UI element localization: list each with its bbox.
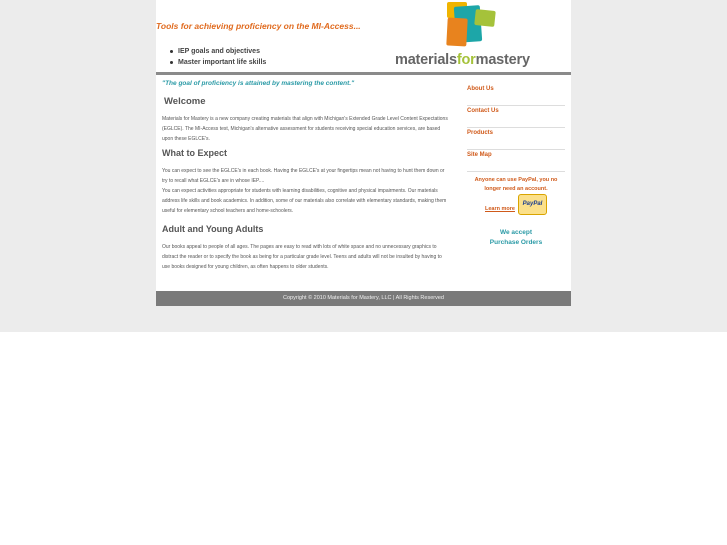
logo-wordmark	[395, 52, 530, 68]
purchase-orders-note	[467, 228, 565, 248]
header-divider	[156, 72, 571, 75]
paypal-icon[interactable]: PayPal	[518, 194, 547, 215]
nav-products[interactable]	[467, 128, 565, 150]
welcome-paragraph: Materials for Mastery is a new company creating materials that align with Michigan's Extended Grade Level Content Expectations (EGLCE). The MI-Access test, Michigan's alternative assessment for students receiving special education services, are based upon these EGLCE's.	[162, 116, 448, 142]
nav-label: Products	[467, 130, 494, 136]
logo-book-green-icon	[474, 9, 496, 27]
nav-label: Site Map	[467, 152, 492, 158]
welcome-heading: Welcome	[164, 96, 206, 107]
nav-label: Contact Us	[467, 108, 499, 114]
header-tagline: Tools for achieving proficiency on the MI-Access...	[156, 21, 361, 31]
logo-book-orange-icon	[446, 17, 467, 46]
nav-about-us[interactable]	[467, 84, 565, 106]
logo-word-materials: materials	[395, 52, 457, 68]
intro-quote: "The goal of proficiency is attained by mastering the content."	[162, 80, 355, 87]
expect-heading: What to Expect	[162, 148, 228, 158]
sidebar	[467, 84, 565, 246]
nav-site-map[interactable]	[467, 150, 565, 172]
adult-paragraph: Our books appeal to people of all ages. The pages are easy to read with lots of white space and no unnecessary graphics to distract the reader or to specify the book as being for a particular grade level. Teens and adults will not be insulted by having to use books designed for young children, as often happens to older students.	[162, 244, 442, 270]
expect-paragraph-line2: You can expect activities appropriate for students with learning disabilities, cognitive and physical impairments. Our materials address life skills and book academics. In addition, some of our materials also correlate with elementary standards, making them useful for elementary school teachers and home-schoolers.	[162, 188, 447, 214]
expect-paragraph-line1: You can expect to see the EGLCE's in each book. Having the EGLCE's at your fingertips mean not having to hunt them down or try to recall what EGLCE's are in whose IEP....	[162, 168, 445, 184]
site-logo[interactable]	[395, 2, 555, 70]
learn-more-link[interactable]: Learn more	[485, 206, 515, 212]
main-content	[162, 80, 448, 270]
nav-label: About Us	[467, 86, 494, 92]
nav-contact-us[interactable]	[467, 106, 565, 128]
logo-word-mastery: mastery	[475, 52, 530, 68]
logo-word-for: for	[456, 52, 476, 68]
expect-paragraph	[162, 166, 448, 216]
header-bullet-list	[170, 46, 266, 68]
adult-heading: Adult and Young Adults	[162, 224, 264, 234]
bullet-item: Master important life skills	[170, 57, 266, 68]
paypal-note: Anyone can use PayPal, you no longer need an account.	[474, 177, 558, 192]
footer-copyright: Copyright © 2010 Materials for Mastery, LLC | All Rights Reserved	[156, 291, 571, 306]
bullet-item: IEP goals and objectives	[170, 46, 266, 57]
accept-line-1: We accept	[499, 229, 533, 236]
accept-line-2: Purchase Orders	[489, 239, 543, 246]
page-container	[156, 0, 571, 306]
